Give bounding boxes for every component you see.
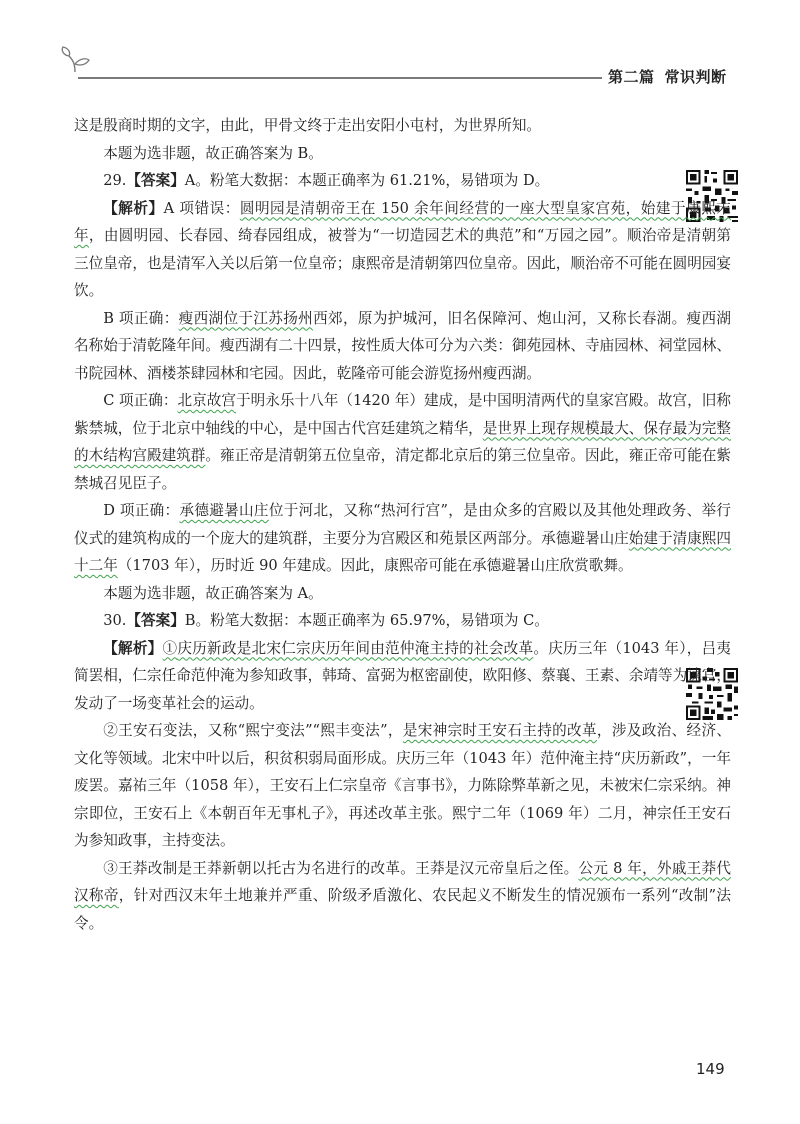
paragraph: 本题为选非题，故正确答案为 B。 — [103, 144, 323, 162]
option-lead: C 项正确： — [103, 392, 178, 409]
key-point: 是世界上现存规模最大、保存最为完整的木结构宫殿建筑群 — [74, 419, 731, 464]
q30-item-2 — [74, 717, 731, 855]
running-header — [608, 66, 727, 87]
answer-text: B。粉笔大数据：本题正确率为 65.97%，易错项为 C。 — [184, 612, 549, 629]
header-section: 常识判断 — [664, 68, 727, 86]
key-point: 圆明园是清朝帝王在 150 余年间经营的一座大型皇家宫苑，始建于康熙末年 — [74, 199, 731, 244]
q29-option-c — [74, 387, 731, 497]
key-point: 北京故宫 — [177, 392, 236, 409]
q30-answer — [74, 607, 731, 635]
q30-item-1 — [74, 635, 731, 718]
option-lead: B 项正确： — [103, 309, 179, 327]
q29-conclusion: 本题为选非题，故正确答案为 A。 — [103, 584, 323, 602]
item-text: ②王安石变法，又称“熙宁变法”“熙丰变法”， — [103, 722, 403, 739]
explanation-label: 【解析】 — [103, 639, 163, 657]
answer-label: 【答案】 — [126, 172, 185, 189]
q29-option-b — [74, 305, 731, 388]
q30-item-3 — [74, 855, 731, 938]
key-point: 承德避暑山庄 — [179, 502, 269, 519]
answer-text: A。粉笔大数据：本题正确率为 61.21%，易错项为 D。 — [184, 172, 550, 189]
paragraph: 这是殷商时期的文字，由此，甲骨文终于走出安阳小屯村，为世界所知。 — [74, 117, 542, 134]
key-point: 是宋神宗时王安石主持的改革 — [402, 722, 597, 739]
option-text: 于明永乐十八年（1420 年）建成，是中国明清两代的皇家宫殿。故宫，旧称紫禁城，位于北京中轴线的中心，是中国古代宫廷建筑之精华， — [74, 392, 731, 437]
option-text: 西郊，原为护城河，旧名保障河、炮山河，又称长春湖。瘦西湖名称始于清乾隆年间。瘦西湖有二十四景，按性质大体可分为六类：御苑园林、寺庙园林、祠堂园林、书院园林、酒楼茶肆园林和宅园。因此，乾隆帝可能会游览扬州瘦西湖。 — [74, 309, 731, 382]
item-text: ③王莽改制是王莽新朝以托古为名进行的改革。王莽是汉元帝皇后之侄。 — [103, 859, 579, 877]
option-lead: D 项正确： — [103, 502, 180, 519]
key-point: 瘦西湖位于江苏扬州 — [178, 309, 314, 327]
option-text: ，由圆明园、长春园、绮春园组成，被誉为“一切造园艺术的典范”和“万园之园”。顺治帝是清朝第三位皇帝，也是清军入关以后第一位皇帝；康熙帝是清朝第四位皇帝。因此，顺治帝不可能在圆明园宴饮。 — [74, 227, 731, 299]
key-point: 公元 8 年，外戚王莽代汉称帝 — [74, 859, 731, 904]
header-part: 第二篇 — [608, 68, 655, 86]
explanation-label: 【解析】 — [103, 199, 164, 217]
q29-answer — [74, 167, 731, 195]
option-text: 位于河北，又称“热河行宫”，是由众多的宫殿以及其他处理政务、举行仪式的建筑构成的一个庞大的建筑群，主要分为宫殿区和苑景区两部分。承德避暑山庄 — [74, 502, 731, 547]
key-point: 始建于清康熙四十二年 — [74, 529, 731, 574]
item-number: ① — [162, 639, 178, 657]
item-text: ，针对西汉末年土地兼并严重、阶级矛盾激化、农民起义不断发生的情况颁布一系列“改制”法令。 — [74, 887, 731, 932]
option-lead: A 项错误： — [163, 199, 240, 217]
page-number: 149 — [696, 1060, 725, 1078]
q29-option-a — [74, 195, 731, 305]
answer-label: 【答案】 — [126, 612, 185, 629]
answer-explanation-body — [74, 112, 731, 937]
question-number: 30. — [103, 612, 127, 629]
header-rule — [78, 77, 602, 79]
option-text: 。雍正帝是清朝第五位皇帝，清定都北京后的第三位皇帝。因此，雍正帝可能在紫禁城召见臣子。 — [74, 447, 731, 492]
item-text: ，涉及政治、经济、文化等领域。北宋中叶以后，积贫积弱局面形成。庆历三年（1043 年）范仲淹主持“庆历新政”，一年废罢。嘉祐三年（1058 年），王安石上仁宗皇帝《言事书》，力陈除弊革新之见，未被宋仁宗采纳。神宗即位，王安石上《本朝百年无事札子》，再述改革主张。熙宁二年（1069 年）二月，神宗任王安石为参知政事，主持变法。 — [74, 722, 731, 849]
option-text: （1703 年），历时近 90 年建成。因此，康熙帝可能在承德避暑山庄欣赏歌舞。 — [117, 557, 633, 574]
key-point: 庆历新政是北宋仁宗庆历年间由范仲淹主持的社会改革 — [177, 639, 534, 657]
item-text: 。庆历三年（1043 年），吕夷简罢相，仁宗任命范仲淹为参知政事，韩琦、富弼为枢密副使，欧阳修、蔡襄、王素、余靖等为谏官，发动了一场变革社会的运动。 — [74, 639, 731, 712]
q29-option-d — [74, 497, 731, 580]
page-header — [0, 0, 800, 100]
leaf-logo-icon — [60, 46, 90, 74]
question-number: 29. — [103, 172, 127, 189]
